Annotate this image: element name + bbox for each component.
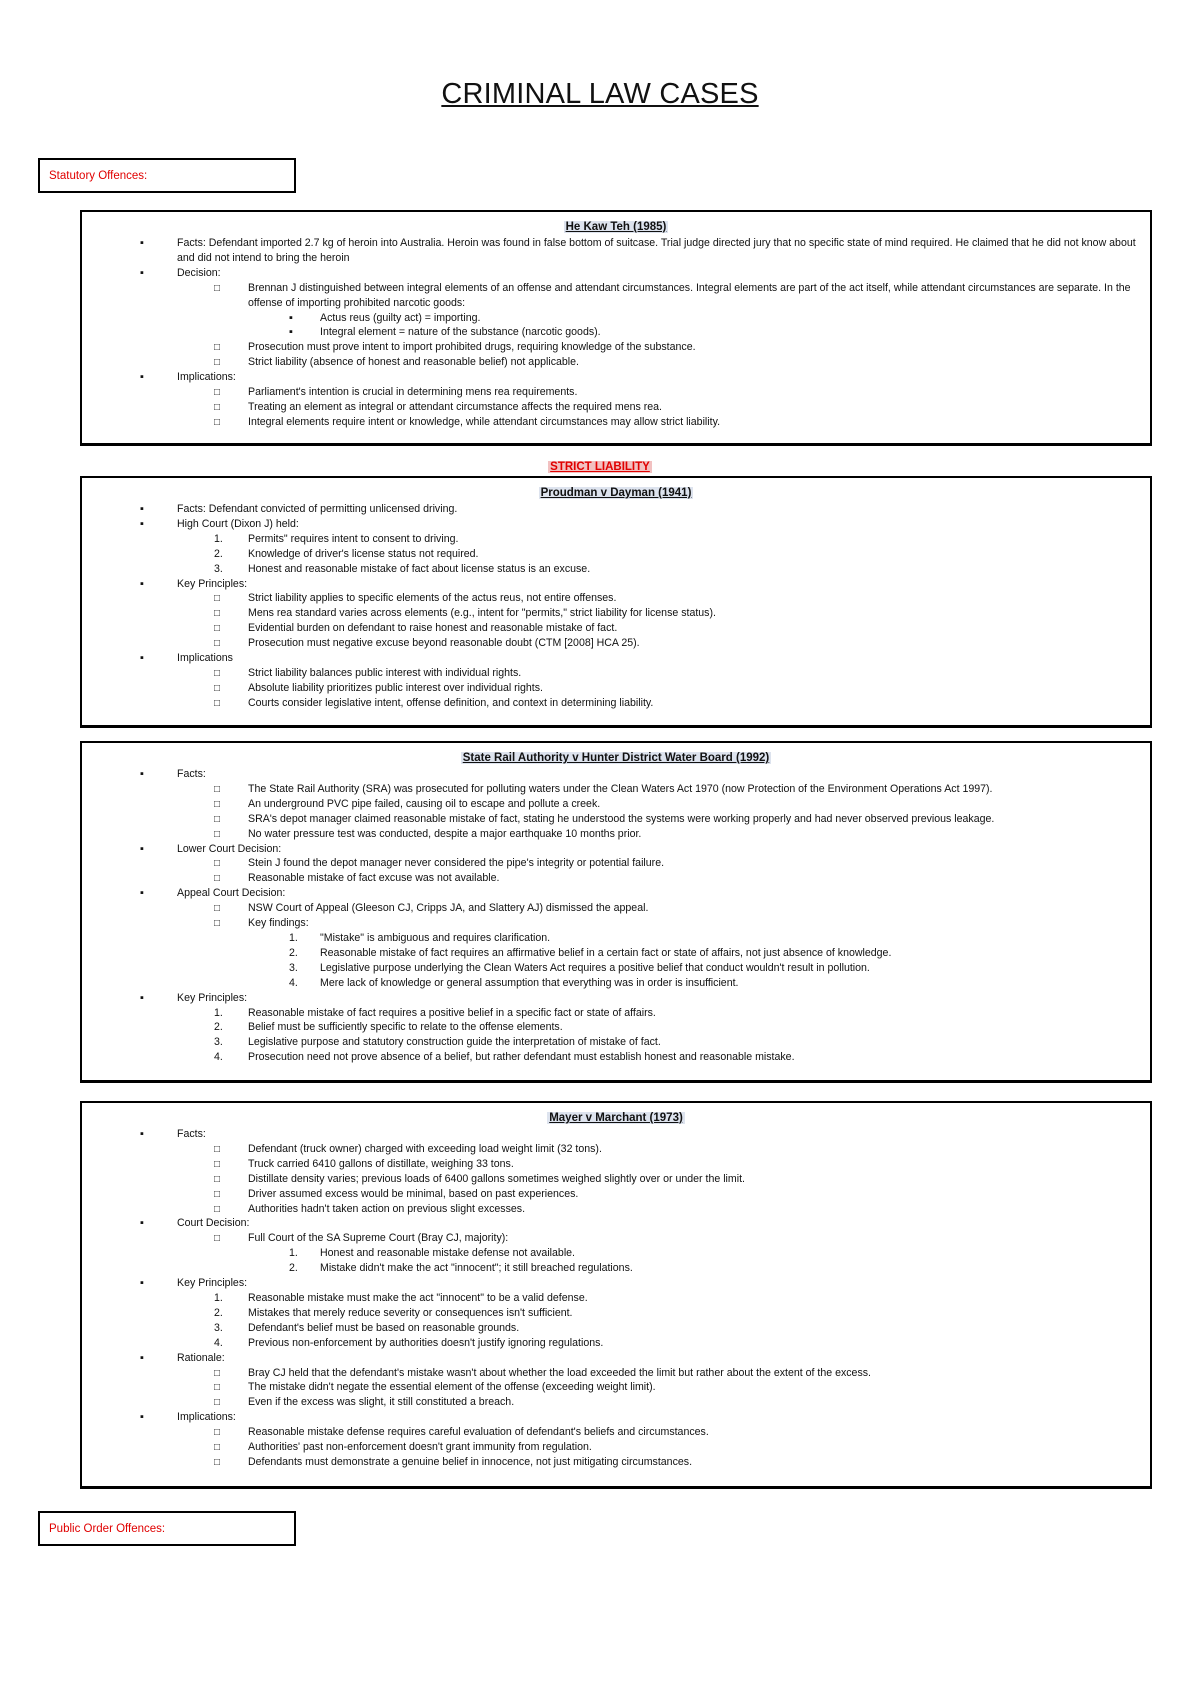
list-item: □ Truck carried 6410 gallons of distillate, weighing 33 tons. [94, 1157, 1138, 1172]
list-item: □ The State Rail Authority (SRA) was prosecuted for polluting waters under the Clean Waters Act 1970 (now Protection of the Environment Operations Act 1997). [94, 782, 1138, 797]
list-item: □ Strict liability balances public interest with individual rights. [94, 666, 1138, 681]
list-item: ▪ Court Decision: [94, 1216, 1138, 1231]
list-item: 3. Defendant's belief must be based on reasonable grounds. [214, 1321, 520, 1334]
case-title: Mayer v Marchant (1973) [549, 1112, 683, 1124]
list-item: □ Absolute liability prioritizes public interest over individual rights. [94, 681, 1138, 696]
list-item: ▪ Key Principles: [94, 991, 1138, 1006]
list-item: □ Strict liability applies to specific elements of the actus reus, not entire offenses. [94, 591, 1138, 606]
list-item: □ Distillate density varies; previous loads of 6400 gallons sometimes weighed slightly over or under the limit. [94, 1172, 1138, 1187]
list-item: 2. Belief must be sufficiently specific to relate to the offense elements. [214, 1021, 563, 1034]
strict-liability-heading: STRICT LIABILITY [550, 461, 650, 473]
list-item: □ NSW Court of Appeal (Gleeson CJ, Cripps JA, and Slattery AJ) dismissed the appeal. [94, 901, 1138, 916]
list-item: ▪ Facts: Defendant convicted of permitting unlicensed driving. [94, 502, 1138, 517]
list-item: ▪ Appeal Court Decision: [94, 886, 1138, 901]
list-item: □ Full Court of the SA Supreme Court (Bray CJ, majority): [94, 1231, 1138, 1246]
list-item: 1. Reasonable mistake must make the act "innocent" to be a valid defense. [214, 1291, 588, 1304]
list-item: 2. Mistakes that merely reduce severity or consequences isn't sufficient. [214, 1306, 573, 1319]
list-item: ▪ Actus reus (guilty act) = importing. [94, 311, 1138, 326]
list-item: □ Even if the excess was slight, it still constituted a breach. [94, 1395, 1138, 1410]
list-item: □ Courts consider legislative intent, offense definition, and context in determining liability. [94, 696, 1138, 711]
list-item: 2. Reasonable mistake of fact requires an affirmative belief in a certain fact or state of affairs, not just absence of knowledge. [289, 946, 892, 959]
list-item: □ An underground PVC pipe failed, causing oil to escape and pollute a creek. [94, 797, 1138, 812]
list-item: □ Defendant (truck owner) charged with exceeding load weight limit (32 tons). [94, 1142, 1138, 1157]
list-item: ▪ Decision: [94, 266, 1138, 281]
list-item: □ No water pressure test was conducted, despite a major earthquake 10 months prior. [94, 827, 1138, 842]
case-title: State Rail Authority v Hunter District Water Board (1992) [462, 752, 770, 764]
list-item: 3. Honest and reasonable mistake of fact about license status is an excuse. [214, 562, 591, 575]
case-title: Proudman v Dayman (1941) [540, 487, 692, 499]
list-item: ▪ Facts: Defendant imported 2.7 kg of heroin into Australia. Heroin was found in false bottom of suitcase. Trial judge directed jury that no specific state of mind required. He claimed that he did not know about and did not intend to bring the heroin [94, 236, 1138, 266]
list-item: □ SRA's depot manager claimed reasonable mistake of fact, stating he understood the systems were working properly and had never observed previous leakage. [94, 812, 1138, 827]
list-item: □ Prosecution must negative excuse beyond reasonable doubt (CTM [2008] HCA 25). [94, 636, 1138, 651]
case-box-mayer-v-marchant [80, 1101, 1152, 1489]
list-item: □ Reasonable mistake of fact excuse was not available. [94, 871, 1138, 886]
list-item: ▪ Facts: [94, 1127, 1138, 1142]
list-item: 3. Legislative purpose and statutory construction guide the interpretation of mistake of fact. [214, 1036, 661, 1049]
list-item: □ Strict liability (absence of honest and reasonable belief) not applicable. [94, 355, 1138, 370]
list-item: ▪ Implications [94, 651, 1138, 666]
list-item: 4. Previous non-enforcement by authorities doesn't justify ignoring regulations. [214, 1336, 604, 1349]
list-item: ▪ Lower Court Decision: [94, 842, 1138, 857]
section-label-statutory-offences: Statutory Offences: [38, 158, 296, 193]
list-item: □ Treating an element as integral or attendant circumstance affects the required mens rea. [94, 400, 1138, 415]
list-item: ▪ Implications: [94, 1410, 1138, 1425]
list-item: 1. Honest and reasonable mistake defense not available. [289, 1247, 576, 1260]
list-item: □ Evidential burden on defendant to raise honest and reasonable mistake of fact. [94, 621, 1138, 636]
list-item: 3. Legislative purpose underlying the Clean Waters Act requires a positive belief that conduct wouldn't result in pollution. [289, 961, 870, 974]
list-item: 1. Permits" requires intent to consent to driving. [214, 532, 459, 545]
list-item: ▪ Rationale: [94, 1351, 1138, 1366]
list-item: 1. Reasonable mistake of fact requires a positive belief in a specific fact or state of affairs. [214, 1006, 656, 1019]
list-item: □ Integral elements require intent or knowledge, while attendant circumstances may allow strict liability. [94, 415, 1138, 430]
list-item: 4. Mere lack of knowledge or general assumption that everything was in order is insufficient. [289, 976, 739, 989]
list-item: □ Parliament's intention is crucial in determining mens rea requirements. [94, 385, 1138, 400]
list-item: 2. Knowledge of driver's license status not required. [214, 547, 479, 560]
list-item: ▪ High Court (Dixon J) held: [94, 517, 1138, 532]
list-item: ▪ Integral element = nature of the substance (narcotic goods). [94, 325, 1138, 340]
list-item: □ Key findings: [94, 916, 1138, 931]
list-item: □ Bray CJ held that the defendant's mistake wasn't about whether the load exceeded the limit but rather about the extent of the excess. [94, 1366, 1138, 1381]
list-item: □ Authorities' past non-enforcement doesn't grant immunity from regulation. [94, 1440, 1138, 1455]
list-item: ▪ Key Principles: [94, 1276, 1138, 1291]
case-title: He Kaw Teh (1985) [565, 221, 667, 233]
case-box-proudman-v-dayman [80, 476, 1152, 728]
list-item: ▪ Key Principles: [94, 577, 1138, 592]
list-item: □ Defendants must demonstrate a genuine belief in innocence, not just mitigating circumstances. [94, 1455, 1138, 1470]
case-box-he-kaw-teh [80, 210, 1152, 446]
list-item: □ Reasonable mistake defense requires careful evaluation of defendant's beliefs and circumstances. [94, 1425, 1138, 1440]
case-box-state-rail-authority [80, 741, 1152, 1083]
list-item: □ Authorities hadn't taken action on previous slight excesses. [94, 1202, 1138, 1217]
list-item: ▪ Implications: [94, 370, 1138, 385]
list-item: 4. Prosecution need not prove absence of a belief, but rather defendant must establish honest and reasonable mistake. [214, 1051, 795, 1064]
list-item: 1. "Mistake" is ambiguous and requires clarification. [289, 931, 551, 944]
section-label-public-order-offences: Public Order Offences: [38, 1511, 296, 1546]
list-item: □ Mens rea standard varies across elements (e.g., intent for "permits," strict liability for license status). [94, 606, 1138, 621]
list-item: □ Driver assumed excess would be minimal, based on past experiences. [94, 1187, 1138, 1202]
list-item: 2. Mistake didn't make the act "innocent"; it still breached regulations. [289, 1262, 633, 1275]
list-item: □ Prosecution must prove intent to import prohibited drugs, requiring knowledge of the substance. [94, 340, 1138, 355]
list-item: □ Brennan J distinguished between integral elements of an offense and attendant circumstances. Integral elements are part of the act itself, while attendant circumstances are separate. In the offense of importing prohibited narcotic goods: [94, 281, 1138, 311]
list-item: □ Stein J found the depot manager never considered the pipe's integrity or potential failure. [94, 856, 1138, 871]
list-item: ▪ Facts: [94, 767, 1138, 782]
document-title: CRIMINAL LAW CASES [441, 78, 759, 110]
list-item: □ The mistake didn't negate the essential element of the offense (exceeding weight limit). [94, 1380, 1138, 1395]
